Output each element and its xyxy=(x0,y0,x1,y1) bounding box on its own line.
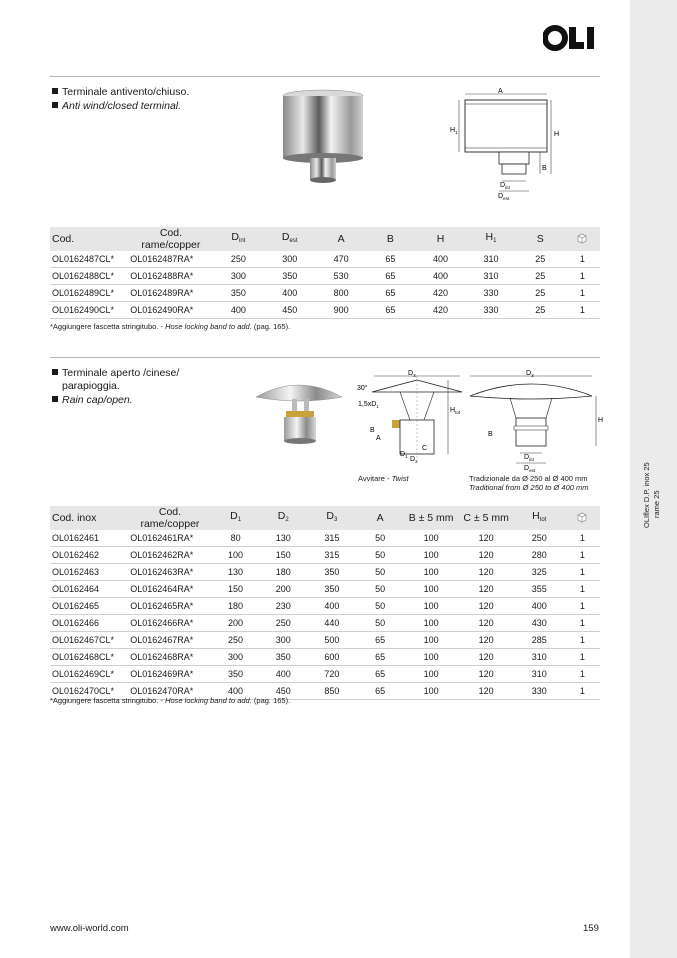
table-cell: OL0162490RA* xyxy=(128,302,213,319)
section1-title-it: Terminale antivento/chiuso. xyxy=(52,86,189,99)
table-cell: 850 xyxy=(307,683,356,700)
dim-ratio-label: $1,5xD_1$ xyxy=(358,401,379,409)
traditional-caption: Tradizionale da Ø 250 al Ø 400 mm Traditional from Ø 250 to Ø 400 mm xyxy=(469,474,589,492)
dim-C-label: C xyxy=(422,445,428,452)
table-cell: 330 xyxy=(466,285,516,302)
table-cell: 130 xyxy=(259,530,307,547)
table-cell: 100 xyxy=(404,564,459,581)
table-cell: OL0162466RA* xyxy=(128,615,212,632)
table-cell: 300 xyxy=(214,268,264,285)
table-cell: OL0162462 xyxy=(50,547,128,564)
table-cell: 400 xyxy=(263,285,316,302)
column-header: $D_3$ xyxy=(326,510,338,523)
table-cell: 150 xyxy=(259,547,307,564)
table-cell: 1 xyxy=(565,649,600,666)
table-cell: 120 xyxy=(459,547,514,564)
dim-D3-label: $D_3$ xyxy=(408,370,416,378)
table-cell: 65 xyxy=(366,251,415,268)
table-cell: OL0162488CL* xyxy=(50,268,128,285)
table-cell: 25 xyxy=(516,302,565,319)
table-cell: 65 xyxy=(357,683,404,700)
table-cell: 420 xyxy=(415,285,466,302)
table-cell: 250 xyxy=(214,251,264,268)
dim-Htot-label: $H_{tot}$ xyxy=(450,407,461,415)
table-row xyxy=(50,251,600,268)
table-cell: 1 xyxy=(565,251,600,268)
table-cell: 50 xyxy=(357,547,404,564)
table-cell: OL0162468CL* xyxy=(50,649,128,666)
table-cell: 300 xyxy=(263,251,316,268)
section1-divider xyxy=(50,76,600,77)
table-cell: OL0162469CL* xyxy=(50,666,128,683)
table-cell: 250 xyxy=(212,632,260,649)
table-cell: 900 xyxy=(316,302,366,319)
closed-terminal-photo xyxy=(280,86,366,186)
table-cell: 315 xyxy=(307,530,356,547)
column-header: A xyxy=(337,233,345,245)
table-cell: 350 xyxy=(307,581,356,598)
table-cell: OL0162465 xyxy=(50,598,128,615)
table-cell: 350 xyxy=(307,564,356,581)
section2-note: *Aggiungere fascetta stringitubo. - Hose locking band to add. (pag. 165). xyxy=(50,696,291,705)
table-cell: 1 xyxy=(565,302,600,319)
sidebar-label xyxy=(640,440,670,530)
square-bullet-icon xyxy=(52,88,58,94)
table-cell: 400 xyxy=(415,268,466,285)
table-cell: 720 xyxy=(307,666,356,683)
table-cell: 315 xyxy=(307,547,356,564)
table-cell: 1 xyxy=(565,598,600,615)
table-cell: 350 xyxy=(259,649,307,666)
square-bullet-icon xyxy=(52,369,58,375)
table-cell: 450 xyxy=(259,683,307,700)
table-cell: 500 xyxy=(307,632,356,649)
table-cell: 400 xyxy=(212,683,260,700)
table-cell: OL0162488RA* xyxy=(128,268,213,285)
table-cell: 50 xyxy=(357,581,404,598)
table-cell: 330 xyxy=(466,302,516,319)
table-cell: OL0162470CL* xyxy=(50,683,128,700)
table-row xyxy=(50,649,600,666)
table-cell: 50 xyxy=(357,564,404,581)
dim-Dest-label: $D_{est}$ xyxy=(498,193,510,201)
table-cell: 400 xyxy=(415,251,466,268)
table-cell: 65 xyxy=(366,285,415,302)
table-row xyxy=(50,547,600,564)
table-cell: OL0162468RA* xyxy=(128,649,212,666)
table-cell: 80 xyxy=(212,530,260,547)
table-cell: OL0162463 xyxy=(50,564,128,581)
table-cell: OL0162489CL* xyxy=(50,285,128,302)
table-cell: 250 xyxy=(514,530,565,547)
table-cell: 250 xyxy=(259,615,307,632)
dim-Dint-right-label: $D_{int}$ xyxy=(524,454,534,462)
page-number: 159 xyxy=(583,923,599,934)
rain-cap-twist-drawing xyxy=(356,366,466,470)
column-header: Cod. rame/copper xyxy=(141,227,201,251)
table-cell: 25 xyxy=(516,268,565,285)
table-cell: OL0162469RA* xyxy=(128,666,212,683)
column-header: B ± 5 mm xyxy=(408,512,454,524)
table-cell: 350 xyxy=(212,666,260,683)
table-cell: 100 xyxy=(404,683,459,700)
table-cell: 1 xyxy=(565,547,600,564)
table-row xyxy=(50,666,600,683)
table-cell: 530 xyxy=(316,268,366,285)
box-icon xyxy=(576,232,588,244)
table-cell: 310 xyxy=(514,649,565,666)
table-row xyxy=(50,564,600,581)
table-cell: 65 xyxy=(357,666,404,683)
dim-Dest-right-label: $D_{est}$ xyxy=(524,465,536,472)
sidebar-line-2: rame 25 xyxy=(652,490,661,518)
column-header: H xyxy=(436,233,445,245)
column-header: Cod. rame/copper xyxy=(140,506,200,530)
table-cell: 120 xyxy=(459,598,514,615)
table-cell: OL0162489RA* xyxy=(128,285,213,302)
table-cell: 100 xyxy=(404,581,459,598)
table-cell: 120 xyxy=(459,581,514,598)
table-row xyxy=(50,530,600,547)
table-cell: 1 xyxy=(565,564,600,581)
table-cell: 180 xyxy=(212,598,260,615)
table-cell: 100 xyxy=(212,547,260,564)
table-cell: OL0162462RA* xyxy=(128,547,212,564)
column-header: C ± 5 mm xyxy=(463,512,509,524)
table-cell: OL0162467RA* xyxy=(128,632,212,649)
table-cell: 25 xyxy=(516,285,565,302)
table-cell: 1 xyxy=(565,285,600,302)
table-cell: 100 xyxy=(404,547,459,564)
table-cell: 355 xyxy=(514,581,565,598)
table-row xyxy=(50,615,600,632)
table-cell: 100 xyxy=(404,649,459,666)
box-icon xyxy=(576,511,588,523)
table-cell: 120 xyxy=(459,666,514,683)
footer-website: www.oli-world.com xyxy=(50,923,129,934)
dim-D1-label: $D_1$ xyxy=(400,451,408,459)
table-cell: 1 xyxy=(565,666,600,683)
dim-angle-label: 30° xyxy=(357,385,368,392)
column-header: S xyxy=(536,233,544,245)
table-cell: OL0162487RA* xyxy=(128,251,213,268)
table-cell: OL0162465RA* xyxy=(128,598,212,615)
table-cell: 65 xyxy=(357,649,404,666)
table-cell: 150 xyxy=(212,581,260,598)
table-cell: 420 xyxy=(415,302,466,319)
table-cell: 100 xyxy=(404,615,459,632)
table-cell: OL0162464 xyxy=(50,581,128,598)
table-cell: 120 xyxy=(459,649,514,666)
table-row xyxy=(50,632,600,649)
table-cell: 430 xyxy=(514,615,565,632)
column-header: B xyxy=(386,233,394,245)
package-column-header xyxy=(565,506,600,530)
table-cell: OL0162461RA* xyxy=(128,530,212,547)
table-cell: 120 xyxy=(459,632,514,649)
oli-logo xyxy=(543,24,601,57)
table-cell: 280 xyxy=(514,547,565,564)
table-cell: 1 xyxy=(565,581,600,598)
dim-D2-label: $D_2$ xyxy=(410,456,418,464)
dim-B-label: B xyxy=(542,165,547,172)
square-bullet-icon xyxy=(52,102,58,108)
dim-Dint-label: $D_{int}$ xyxy=(500,182,510,190)
dim-B-label: B xyxy=(370,427,375,434)
table-cell: 50 xyxy=(357,530,404,547)
table-cell: OL0162470RA* xyxy=(128,683,212,700)
column-header: $D_1$ xyxy=(230,510,242,523)
table-cell: 100 xyxy=(404,598,459,615)
table-cell: 65 xyxy=(366,302,415,319)
dim-D3-right-label: $D_3$ xyxy=(526,370,534,378)
column-header: Cod. xyxy=(52,233,75,245)
column-header: $D_{est}$ xyxy=(281,231,298,244)
rain-cap-photo xyxy=(252,375,346,447)
table-cell: 65 xyxy=(366,268,415,285)
table-cell: 50 xyxy=(357,615,404,632)
table-cell: 800 xyxy=(316,285,366,302)
table-cell: OL0162467CL* xyxy=(50,632,128,649)
table-cell: 1 xyxy=(565,615,600,632)
table-cell: 600 xyxy=(307,649,356,666)
table-row xyxy=(50,302,600,319)
table-cell: 1 xyxy=(565,632,600,649)
table-cell: 65 xyxy=(357,632,404,649)
dim-H-label: H xyxy=(554,131,560,138)
terminal-closed-table xyxy=(50,227,600,319)
sidebar-line-1: OLIflex D.P. inox 25 xyxy=(642,462,651,528)
table-cell: OL0162490CL* xyxy=(50,302,128,319)
table-cell: 440 xyxy=(307,615,356,632)
column-header: $H_1$ xyxy=(485,231,497,244)
column-header: A xyxy=(376,512,384,524)
table-row xyxy=(50,285,600,302)
section1-note: *Aggiungere fascetta stringitubo. - Hose locking band to add. (pag. 165). xyxy=(50,322,291,331)
table-cell: 300 xyxy=(259,632,307,649)
table-cell: 310 xyxy=(466,268,516,285)
dim-H1-label: $H_1$ xyxy=(450,127,458,135)
table-cell: 120 xyxy=(459,530,514,547)
table-cell: 1 xyxy=(565,530,600,547)
table-row xyxy=(50,581,600,598)
table-cell: 1 xyxy=(565,268,600,285)
table-row xyxy=(50,268,600,285)
closed-terminal-drawing xyxy=(448,86,566,206)
table-cell: 50 xyxy=(357,598,404,615)
table-cell: 310 xyxy=(514,666,565,683)
column-header: $H_{tot}$ xyxy=(532,510,547,523)
rain-cap-traditional-drawing xyxy=(466,366,610,472)
table-cell: 100 xyxy=(404,530,459,547)
section1-title-en: Anti wind/closed terminal. xyxy=(52,100,181,113)
table-cell: 1 xyxy=(565,683,600,700)
table-cell: 400 xyxy=(259,666,307,683)
table-cell: OL0162461 xyxy=(50,530,128,547)
table-cell: 330 xyxy=(514,683,565,700)
table-cell: 450 xyxy=(263,302,316,319)
table-cell: 325 xyxy=(514,564,565,581)
table-row xyxy=(50,598,600,615)
dim-B-right-label: B xyxy=(488,431,493,438)
table-cell: 400 xyxy=(214,302,264,319)
dim-A-label: A xyxy=(376,435,381,442)
twist-caption: Avvitare - Twist xyxy=(358,474,409,483)
section2-divider xyxy=(50,357,600,358)
table-cell: 200 xyxy=(212,615,260,632)
rain-cap-table xyxy=(50,506,600,700)
table-cell: 120 xyxy=(459,615,514,632)
table-cell: 130 xyxy=(212,564,260,581)
table-cell: 100 xyxy=(404,632,459,649)
table-cell: 285 xyxy=(514,632,565,649)
table-cell: 400 xyxy=(307,598,356,615)
table-cell: 470 xyxy=(316,251,366,268)
column-header: Cod. inox xyxy=(52,512,97,524)
section2-title-it: Terminale aperto /cinese/ parapioggia. xyxy=(52,367,179,393)
dim-A-label: A xyxy=(498,88,503,95)
table-cell: 350 xyxy=(214,285,264,302)
section2-title-en: Rain cap/open. xyxy=(52,394,133,407)
dim-H-right-label: H xyxy=(598,417,604,424)
column-header: $D_2$ xyxy=(277,510,289,523)
table-cell: OL0162463RA* xyxy=(128,564,212,581)
table-cell: 230 xyxy=(259,598,307,615)
table-cell: OL0162487CL* xyxy=(50,251,128,268)
table-cell: 200 xyxy=(259,581,307,598)
column-header: $D_{int}$ xyxy=(231,231,246,244)
table-cell: OL0162464RA* xyxy=(128,581,212,598)
table-cell: 120 xyxy=(459,564,514,581)
table-cell: 100 xyxy=(404,666,459,683)
table-cell: 350 xyxy=(263,268,316,285)
table-cell: OL0162466 xyxy=(50,615,128,632)
table-cell: 300 xyxy=(212,649,260,666)
table-cell: 180 xyxy=(259,564,307,581)
table-cell: 120 xyxy=(459,683,514,700)
table-cell: 310 xyxy=(466,251,516,268)
package-column-header xyxy=(565,227,600,251)
table-cell: 400 xyxy=(514,598,565,615)
square-bullet-icon xyxy=(52,396,58,402)
table-cell: 25 xyxy=(516,251,565,268)
